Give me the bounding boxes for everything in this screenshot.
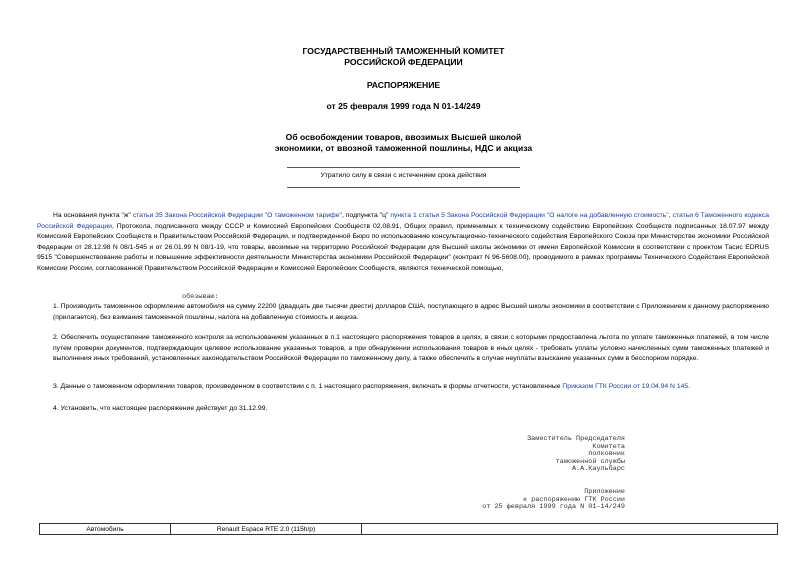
signature-line-4: таможенной службы bbox=[555, 457, 625, 466]
appendix-line-3: от 25 февраля 1999 года N 01-14/249 bbox=[482, 503, 625, 512]
appendix-block bbox=[470, 489, 625, 512]
item-4: 4. Установить, что настоящее распоряжение действует до 31.12.99. bbox=[53, 405, 268, 412]
obyazyvayu-label: обязываю: bbox=[182, 293, 219, 301]
status-rule-top bbox=[287, 167, 520, 168]
item-3-text: 3. Данные о таможенном оформлении товаров, произведенном в соответствии с п. 1 настоящего распоряжения, включать в формы отчетности, установленные bbox=[53, 383, 563, 390]
status-rule-bottom bbox=[287, 187, 520, 188]
appendix-line-1: Приложение bbox=[584, 488, 625, 496]
item-3-end: . bbox=[688, 383, 691, 390]
signature-line-2: Комитета bbox=[592, 442, 625, 451]
appendix-table bbox=[39, 523, 778, 535]
signature-line-5: А.А.Каульбарс bbox=[571, 465, 625, 474]
preamble-text-1: На основания пункта "ж" bbox=[53, 212, 133, 219]
link-tariff-law-art35[interactable]: статьи 35 Закона Российской Федерации "О таможенном тарифе" bbox=[132, 212, 342, 219]
item-3 bbox=[53, 382, 769, 393]
org-name-line2: РОССИЙСКОЙ ФЕДЕРАЦИИ bbox=[344, 57, 463, 67]
document-title-line2: экономики, от ввозной таможенной пошлины, НДС и акциза bbox=[274, 143, 533, 153]
preamble-text-2: , подпункта "ц" bbox=[341, 212, 391, 219]
document-type: РАСПОРЯЖЕНИЕ bbox=[366, 80, 441, 90]
preamble-paragraph bbox=[37, 211, 769, 275]
document-title-line1: Об освобождении товаров, ввозимых Высшей школой bbox=[285, 132, 522, 142]
status-note: Утратило силу в связи с истечением срока действия bbox=[320, 172, 487, 179]
signature-block bbox=[523, 436, 625, 474]
signature-line-1: Заместитель Председателя bbox=[527, 435, 625, 443]
table-cell-model: Renault Espace RTE 2.0 (115h/p) bbox=[171, 524, 362, 535]
preamble-text-4: , Протокола, подписанного между СССР и Комиссией Европейских Сообществ 02.08.91, Общих правил, применимых к техническому содействию Европейских Сообществ подписанных 18.07.97 между Комиссией Европейских Сообществ и Правительством Российской Федерации, и подтвержденной Бюро по использованию консультационно-технического содействия Европейского Союза при Министерстве экономики Российской Федерации от 28.12.98 N 08/1-545 и от 26.01.99 N 08/1-19, что товары, ввозимые на территорию Российской Федерации для Высшей школы экономики от имени Европейской Комиссии в соответствии с проектом Тасис EDRUS 9515 "Совершенствование работы и повышение эффективности деятельности Министерства экономики Российской Федерации" (контракт N 96-5608.00), проводимого в рамках программы Технического Содействия Европейской Комиссии России, согласованной Правительством Российской Федерации и Комиссией Европейских Сообществ, являются технической помощью, bbox=[37, 222, 769, 272]
item-2: 2. Обеспечить осуществление таможенного контроля за использованием указанных в п.1 настоящего распоряжения товаров в целях, в связи с которыми предоставлена льгота по уплате таможенных платежей, в том числе путем проверки документов, подтверждающих целевое использование указанных товаров, а при обнаружении использования товаров в иных целях - требовать уплаты условно начисленных сумм таможенных платежей и выполнения иных требований, установленных законодательством Российской Федерации по таможенному делу, а также обеспечить в случае неуплаты взыскание указанных сумм в бесспорном порядке. bbox=[53, 334, 769, 363]
document-date: от 25 февраля 1999 года N 01-14/249 bbox=[326, 101, 481, 111]
link-vat-law-art5[interactable]: пункта 1 статьи 5 Закона Российской Федерации "О налоге на добавленную стоимость" bbox=[390, 212, 669, 219]
signature-line-3: полковник bbox=[588, 450, 625, 459]
table-row bbox=[40, 524, 778, 535]
link-customs-code-art6[interactable]: статьи 6 Таможенного кодекса Российской Федерации bbox=[37, 212, 769, 230]
item-1: 1. Производить таможенное оформление автомобиля на сумму 22200 (двадцать две тысячи двести) долларов США, поступающего в адрес Высшей школы экономики в соответствии с Приложением к данному распоряжению (прилагается), без взимания таможенной пошлины, налога на добавленную стоимость и акциза. bbox=[53, 303, 769, 321]
preamble-text-3: , bbox=[668, 212, 673, 219]
appendix-line-2: к распоряжению ГТК России bbox=[523, 495, 625, 504]
link-gtk-order-145[interactable]: Приказом ГТК России от 19.04.94 N 145 bbox=[562, 383, 689, 390]
table-cell-empty bbox=[362, 524, 778, 535]
org-name-line1: ГОСУДАРСТВЕННЫЙ ТАМОЖЕННЫЙ КОМИТЕТ bbox=[302, 46, 505, 56]
table-cell-item: Автомобиль bbox=[40, 524, 171, 535]
